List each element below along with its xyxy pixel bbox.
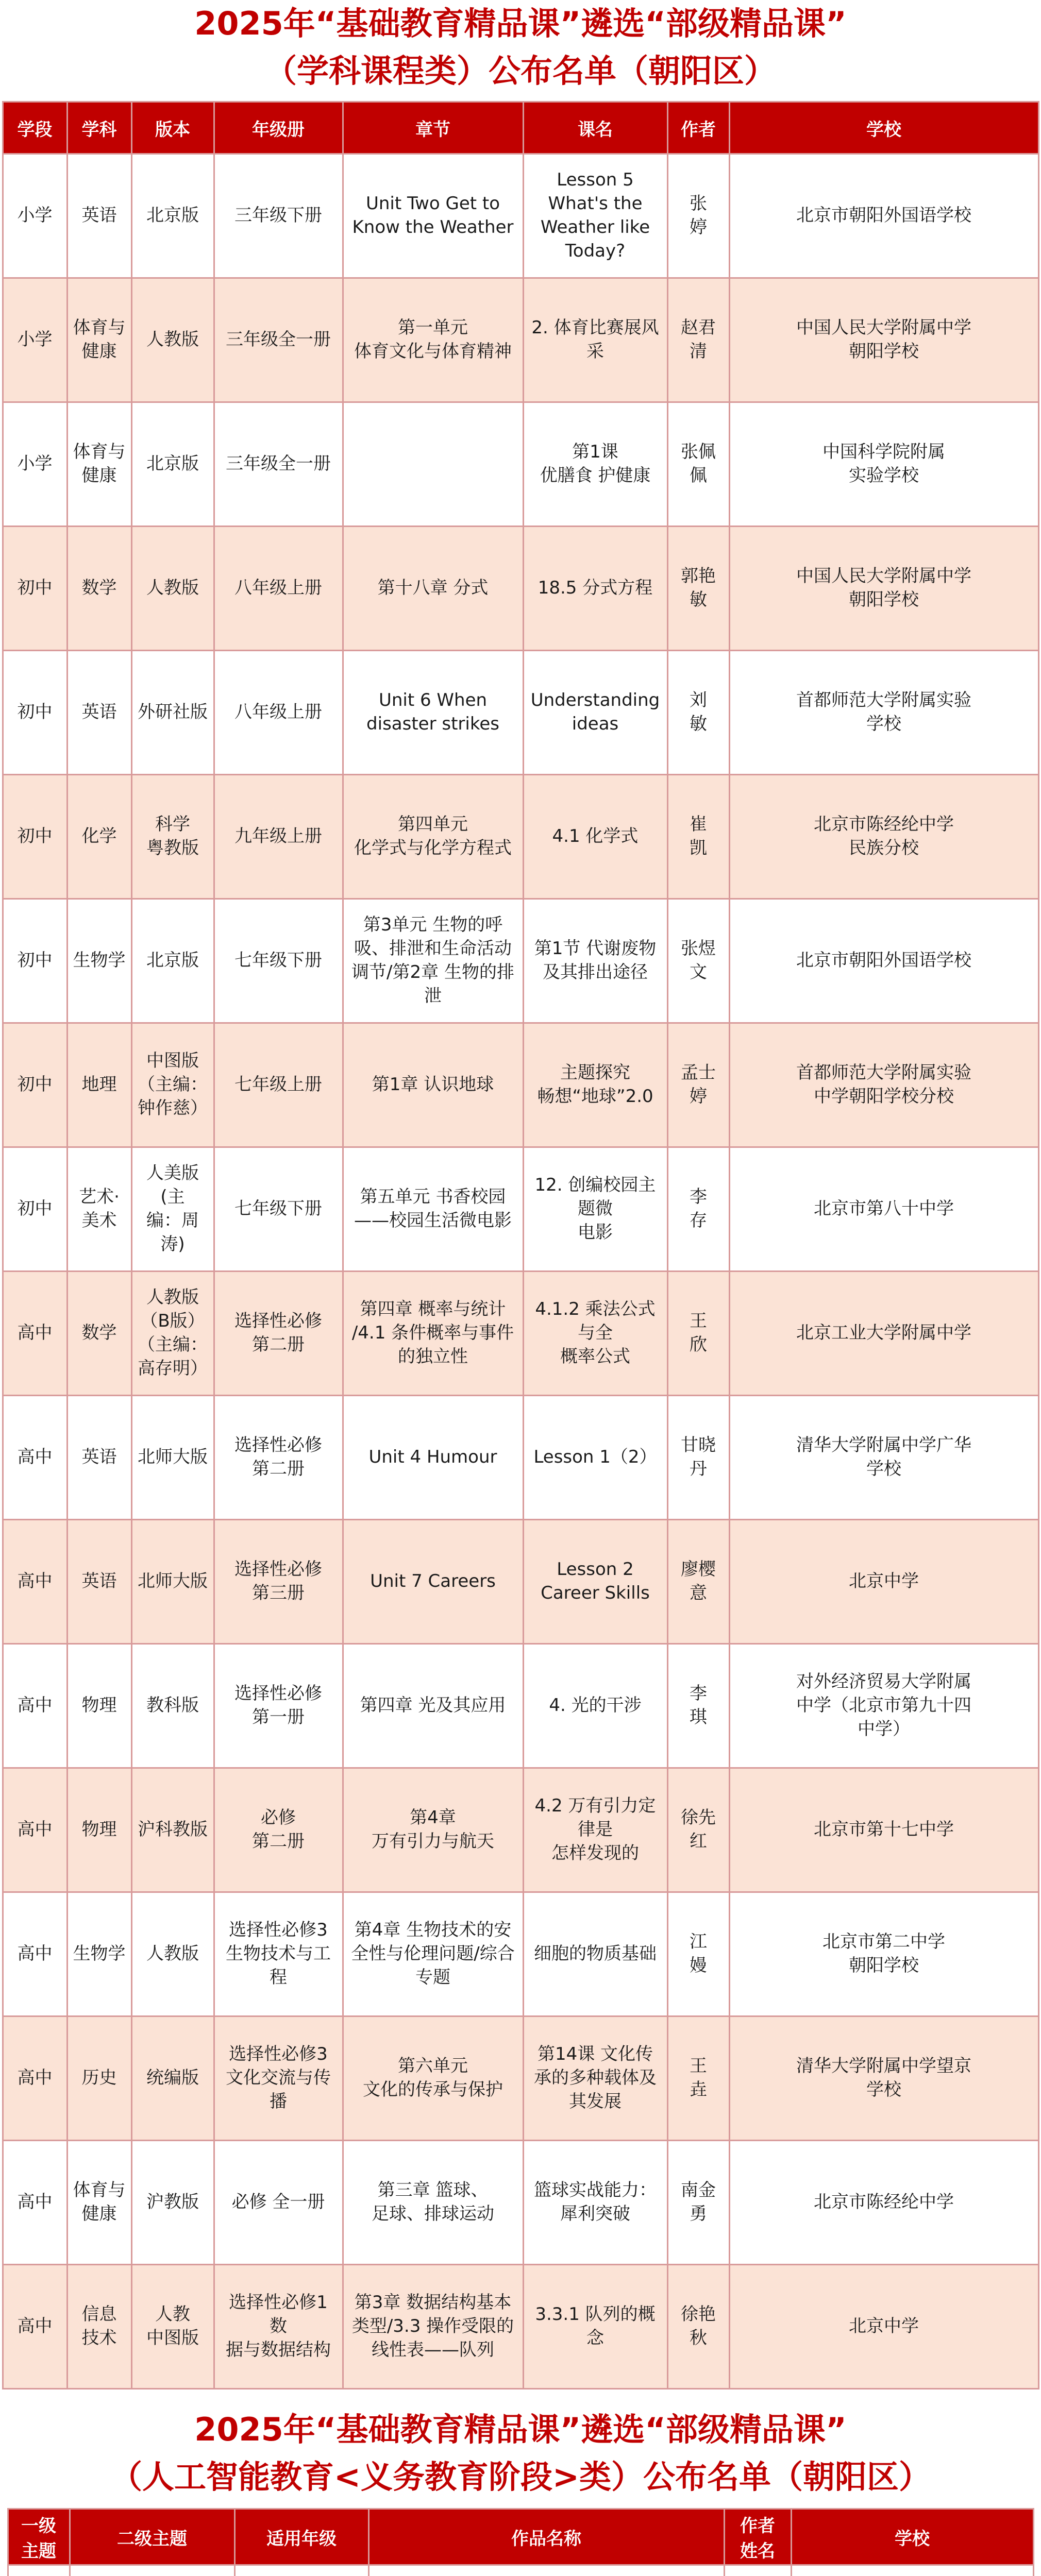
table-cell: 高中 bbox=[3, 1396, 67, 1520]
table-cell: 高中 bbox=[3, 2141, 67, 2265]
section2-header-4: 作者 姓名 bbox=[724, 2509, 791, 2565]
table-cell: 初中 bbox=[3, 527, 67, 651]
table-row bbox=[3, 278, 1038, 402]
section2-header-3: 作品名称 bbox=[368, 2509, 724, 2565]
table-cell: 北京市第八十中学 bbox=[729, 1147, 1038, 1272]
section1-header-2: 版本 bbox=[131, 102, 214, 154]
section2-header-5: 学校 bbox=[791, 2509, 1033, 2565]
table-cell bbox=[724, 2565, 791, 2576]
table-cell: 第五单元 书香校园 ——校园生活微电影 bbox=[343, 1147, 523, 1272]
table-cell: 科学 粤教版 bbox=[131, 775, 214, 899]
table-cell: 必修 第二册 bbox=[214, 1768, 343, 1892]
section1-title-line1: 2025年“基础教育精品课”遴选“部级精品课” bbox=[194, 5, 847, 42]
table-cell: 首都师范大学附属实验 学校 bbox=[729, 651, 1038, 775]
table-cell: 郭艳敏 bbox=[667, 527, 729, 651]
table-row bbox=[3, 1023, 1038, 1147]
table-cell bbox=[791, 2565, 1033, 2576]
table-cell: 4. 光的干涉 bbox=[523, 1644, 667, 1768]
table-cell: 数学 bbox=[67, 1272, 131, 1396]
table-cell: 北师大版 bbox=[131, 1520, 214, 1644]
table-cell: 第3单元 生物的呼吸、排泄和生命活动调节/第2章 生物的排泄 bbox=[343, 899, 523, 1023]
table-cell: 2. 体育比赛展风采 bbox=[523, 278, 667, 402]
table-cell: 李 存 bbox=[667, 1147, 729, 1272]
table-cell: 第1节 代谢废物及其排出途径 bbox=[523, 899, 667, 1023]
section1-header-1: 学科 bbox=[67, 102, 131, 154]
table-cell: 选择性必修 第二册 bbox=[214, 1272, 343, 1396]
table-cell: 选择性必修 第二册 bbox=[214, 1396, 343, 1520]
table-row bbox=[3, 2265, 1038, 2389]
table-cell: 七年级下册 bbox=[214, 899, 343, 1023]
table-cell: 江 嫚 bbox=[667, 1892, 729, 2016]
table-cell: 刘 敏 bbox=[667, 651, 729, 775]
table-cell: 英语 bbox=[67, 1396, 131, 1520]
table-cell: 八年级上册 bbox=[214, 527, 343, 651]
table-row bbox=[3, 402, 1038, 527]
section2-header-0: 一级 主题 bbox=[8, 2509, 70, 2565]
table-cell: Lesson 5 What's the Weather like Today? bbox=[523, 154, 667, 278]
table-cell: 第六单元 文化的传承与保护 bbox=[343, 2016, 523, 2141]
table-cell: 高中 bbox=[3, 1272, 67, 1396]
table-cell: 第四章 光及其应用 bbox=[343, 1644, 523, 1768]
table-cell: 初中 bbox=[3, 775, 67, 899]
table-cell: 第4章 万有引力与航天 bbox=[343, 1768, 523, 1892]
table-row bbox=[3, 651, 1038, 775]
table-cell: 必修 全一册 bbox=[214, 2141, 343, 2265]
table-cell bbox=[234, 2565, 368, 2576]
table-cell: 选择性必修 第三册 bbox=[214, 1520, 343, 1644]
table-cell: 北师大版 bbox=[131, 1396, 214, 1520]
table-cell: 生物学 bbox=[67, 1892, 131, 2016]
table-cell: 初中 bbox=[3, 899, 67, 1023]
table-cell: 对外经济贸易大学附属 中学（北京市第九十四 中学） bbox=[729, 1644, 1038, 1768]
table-cell: 徐艳秋 bbox=[667, 2265, 729, 2389]
table-cell: 三年级全一册 bbox=[214, 402, 343, 527]
table-cell: 初中 bbox=[3, 1023, 67, 1147]
section1-table bbox=[2, 101, 1039, 2389]
table-cell: 第14课 文化传承的多种载体及其发展 bbox=[523, 2016, 667, 2141]
table-cell: 赵君清 bbox=[667, 278, 729, 402]
section2-title bbox=[0, 2406, 1041, 2501]
table-cell: 信息 技术 bbox=[67, 2265, 131, 2389]
table-cell: 北京市第二中学 朝阳学校 bbox=[729, 1892, 1038, 2016]
table-cell: 高中 bbox=[3, 1768, 67, 1892]
table-cell: 沪科教版 bbox=[131, 1768, 214, 1892]
table-row bbox=[3, 1644, 1038, 1768]
table-cell: 北京市第十七中学 bbox=[729, 1768, 1038, 1892]
table-cell: 甘晓丹 bbox=[667, 1396, 729, 1520]
table-cell: 南金勇 bbox=[667, 2141, 729, 2265]
table-row bbox=[3, 775, 1038, 899]
section1-title-line2: （学科课程类）公布名单（朝阳区） bbox=[264, 52, 776, 90]
table-cell: 外研社版 bbox=[131, 651, 214, 775]
table-cell: Lesson 2 Career Skills bbox=[523, 1520, 667, 1644]
table-cell: 英语 bbox=[67, 651, 131, 775]
table-cell: 篮球实战能力： 犀利突破 bbox=[523, 2141, 667, 2265]
table-row bbox=[8, 2565, 1033, 2576]
table-cell: 体育与 健康 bbox=[67, 278, 131, 402]
section1-header-4: 章节 bbox=[343, 102, 523, 154]
table-cell: 教科版 bbox=[131, 1644, 214, 1768]
table-cell: 生物学 bbox=[67, 899, 131, 1023]
table-cell: 小学 bbox=[3, 154, 67, 278]
table-cell: 北京版 bbox=[131, 899, 214, 1023]
table-cell: 第1章 认识地球 bbox=[343, 1023, 523, 1147]
table-cell: 化学 bbox=[67, 775, 131, 899]
section1-header-5: 课名 bbox=[523, 102, 667, 154]
table-cell: 高中 bbox=[3, 2016, 67, 2141]
section1-header-6: 作者 bbox=[667, 102, 729, 154]
table-cell: 北京版 bbox=[131, 154, 214, 278]
table-cell: 八年级上册 bbox=[214, 651, 343, 775]
table-cell: 选择性必修3 生物技术与工程 bbox=[214, 1892, 343, 2016]
table-cell: 人教版 bbox=[131, 278, 214, 402]
table-cell: 清华大学附属中学望京 学校 bbox=[729, 2016, 1038, 2141]
table-cell: 历史 bbox=[67, 2016, 131, 2141]
table-cell: 中图版 （主编： 钟作慈） bbox=[131, 1023, 214, 1147]
table-row bbox=[3, 2141, 1038, 2265]
table-row bbox=[3, 1520, 1038, 1644]
table-cell: 18.5 分式方程 bbox=[523, 527, 667, 651]
table-cell: 英语 bbox=[67, 154, 131, 278]
section2-header-2: 适用年级 bbox=[234, 2509, 368, 2565]
table-cell: 第3章 数据结构基本类型/3.3 操作受限的线性表——队列 bbox=[343, 2265, 523, 2389]
table-cell: 三年级全一册 bbox=[214, 278, 343, 402]
table-cell: 物理 bbox=[67, 1768, 131, 1892]
table-cell: 人美版(主 编：周涛) bbox=[131, 1147, 214, 1272]
table-cell: 孟士婷 bbox=[667, 1023, 729, 1147]
table-cell: 三年级下册 bbox=[214, 154, 343, 278]
table-cell: 沪教版 bbox=[131, 2141, 214, 2265]
table-cell: 第四章 概率与统计 /4.1 条件概率与事件 的独立性 bbox=[343, 1272, 523, 1396]
table-cell: 小学 bbox=[3, 402, 67, 527]
table-cell: 九年级上册 bbox=[214, 775, 343, 899]
table-cell: 第1课 优膳食 护健康 bbox=[523, 402, 667, 527]
section1-header-0: 学段 bbox=[3, 102, 67, 154]
section1-header-3: 年级册 bbox=[214, 102, 343, 154]
table-cell: 王 垚 bbox=[667, 2016, 729, 2141]
table-cell: 北京工业大学附属中学 bbox=[729, 1272, 1038, 1396]
section2-title-line2: （人工智能教育<义务教育阶段>类）公布名单（朝阳区） bbox=[110, 2458, 931, 2496]
table-cell: 中国人民大学附属中学 朝阳学校 bbox=[729, 527, 1038, 651]
table-row bbox=[3, 899, 1038, 1023]
section2-header-1: 二级主题 bbox=[70, 2509, 234, 2565]
table-cell: 选择性必修1 数 据与数据结构 bbox=[214, 2265, 343, 2389]
table-cell: 北京版 bbox=[131, 402, 214, 527]
table-cell: 地理 bbox=[67, 1023, 131, 1147]
table-cell: 高中 bbox=[3, 2265, 67, 2389]
table-cell: Unit 4 Humour bbox=[343, 1396, 523, 1520]
table-cell: 小学 bbox=[3, 278, 67, 402]
table-row bbox=[3, 1768, 1038, 1892]
table-cell: 徐先红 bbox=[667, 1768, 729, 1892]
table-cell: 北京中学 bbox=[729, 2265, 1038, 2389]
table-cell: 张佩佩 bbox=[667, 402, 729, 527]
table-cell: 中国人民大学附属中学 朝阳学校 bbox=[729, 278, 1038, 402]
section1-header-7: 学校 bbox=[729, 102, 1038, 154]
table-row bbox=[3, 1892, 1038, 2016]
table-row bbox=[3, 154, 1038, 278]
table-cell: 七年级下册 bbox=[214, 1147, 343, 1272]
table-cell: 人教版 bbox=[131, 1892, 214, 2016]
table-cell: 王 欣 bbox=[667, 1272, 729, 1396]
table-row bbox=[3, 1272, 1038, 1396]
table-cell: 首都师范大学附属实验 中学朝阳学校分校 bbox=[729, 1023, 1038, 1147]
table-row bbox=[3, 1147, 1038, 1272]
table-cell bbox=[70, 2565, 234, 2576]
table-cell: 清华大学附属中学广华 学校 bbox=[729, 1396, 1038, 1520]
table-cell: 北京市陈经纶中学 bbox=[729, 2141, 1038, 2265]
section2-table bbox=[7, 2508, 1034, 2576]
table-cell: 物理 bbox=[67, 1644, 131, 1768]
table-cell: 第十八章 分式 bbox=[343, 527, 523, 651]
table-cell: 体育与 健康 bbox=[67, 402, 131, 527]
table-cell: 高中 bbox=[3, 1644, 67, 1768]
table-cell: 北京中学 bbox=[729, 1520, 1038, 1644]
table-cell: 初中 bbox=[3, 1147, 67, 1272]
table-cell bbox=[343, 402, 523, 527]
table-cell: 第三章 篮球、 足球、排球运动 bbox=[343, 2141, 523, 2265]
table-cell: 细胞的物质基础 bbox=[523, 1892, 667, 2016]
table-cell: 崔 凯 bbox=[667, 775, 729, 899]
table-cell bbox=[368, 2565, 724, 2576]
table-cell: 张煜文 bbox=[667, 899, 729, 1023]
table-cell: 第4章 生物技术的安全性与伦理问题/综合专题 bbox=[343, 1892, 523, 2016]
table-cell: 艺术· 美术 bbox=[67, 1147, 131, 1272]
table-cell: 人教 中图版 bbox=[131, 2265, 214, 2389]
section1-title bbox=[0, 0, 1041, 95]
table-cell: 4.1.2 乘法公式与全 概率公式 bbox=[523, 1272, 667, 1396]
table-cell: 数学 bbox=[67, 527, 131, 651]
table-cell: 第四单元 化学式与化学方程式 bbox=[343, 775, 523, 899]
table-cell: 主题探究 畅想“地球”2.0 bbox=[523, 1023, 667, 1147]
table-cell: 英语 bbox=[67, 1520, 131, 1644]
table-cell: Unit 6 When disaster strikes bbox=[343, 651, 523, 775]
table-cell: 北京市陈经纶中学 民族分校 bbox=[729, 775, 1038, 899]
table-row bbox=[3, 2016, 1038, 2141]
table-cell: 统编版 bbox=[131, 2016, 214, 2141]
section2-title-line1: 2025年“基础教育精品课”遴选“部级精品课” bbox=[194, 2411, 847, 2448]
table-row bbox=[3, 1396, 1038, 1520]
table-cell: Lesson 1（2） bbox=[523, 1396, 667, 1520]
table-cell: 人教版 bbox=[131, 527, 214, 651]
table-cell: 4.1 化学式 bbox=[523, 775, 667, 899]
table-cell bbox=[8, 2565, 70, 2576]
table-cell: 体育与 健康 bbox=[67, 2141, 131, 2265]
table-cell: 李 琪 bbox=[667, 1644, 729, 1768]
table-cell: 中国科学院附属 实验学校 bbox=[729, 402, 1038, 527]
table-cell: Understanding ideas bbox=[523, 651, 667, 775]
table-cell: Unit 7 Careers bbox=[343, 1520, 523, 1644]
table-cell: 选择性必修 第一册 bbox=[214, 1644, 343, 1768]
table-cell: 人教版 （B版） （主编： 高存明） bbox=[131, 1272, 214, 1396]
table-cell: 廖樱意 bbox=[667, 1520, 729, 1644]
table-cell: 3.3.1 队列的概念 bbox=[523, 2265, 667, 2389]
table-cell: 选择性必修3 文化交流与传播 bbox=[214, 2016, 343, 2141]
table-cell: 初中 bbox=[3, 651, 67, 775]
table-cell: 七年级上册 bbox=[214, 1023, 343, 1147]
table-cell: 北京市朝阳外国语学校 bbox=[729, 899, 1038, 1023]
table-cell: 12. 创编校园主题微 电影 bbox=[523, 1147, 667, 1272]
table-cell: 张 婷 bbox=[667, 154, 729, 278]
table-cell: 4.2 万有引力定律是 怎样发现的 bbox=[523, 1768, 667, 1892]
table-cell: 高中 bbox=[3, 1892, 67, 2016]
table-cell: 北京市朝阳外国语学校 bbox=[729, 154, 1038, 278]
table-cell: 第一单元 体育文化与体育精神 bbox=[343, 278, 523, 402]
table-row bbox=[3, 527, 1038, 651]
table-cell: 高中 bbox=[3, 1520, 67, 1644]
table-cell: Unit Two Get to Know the Weather bbox=[343, 154, 523, 278]
